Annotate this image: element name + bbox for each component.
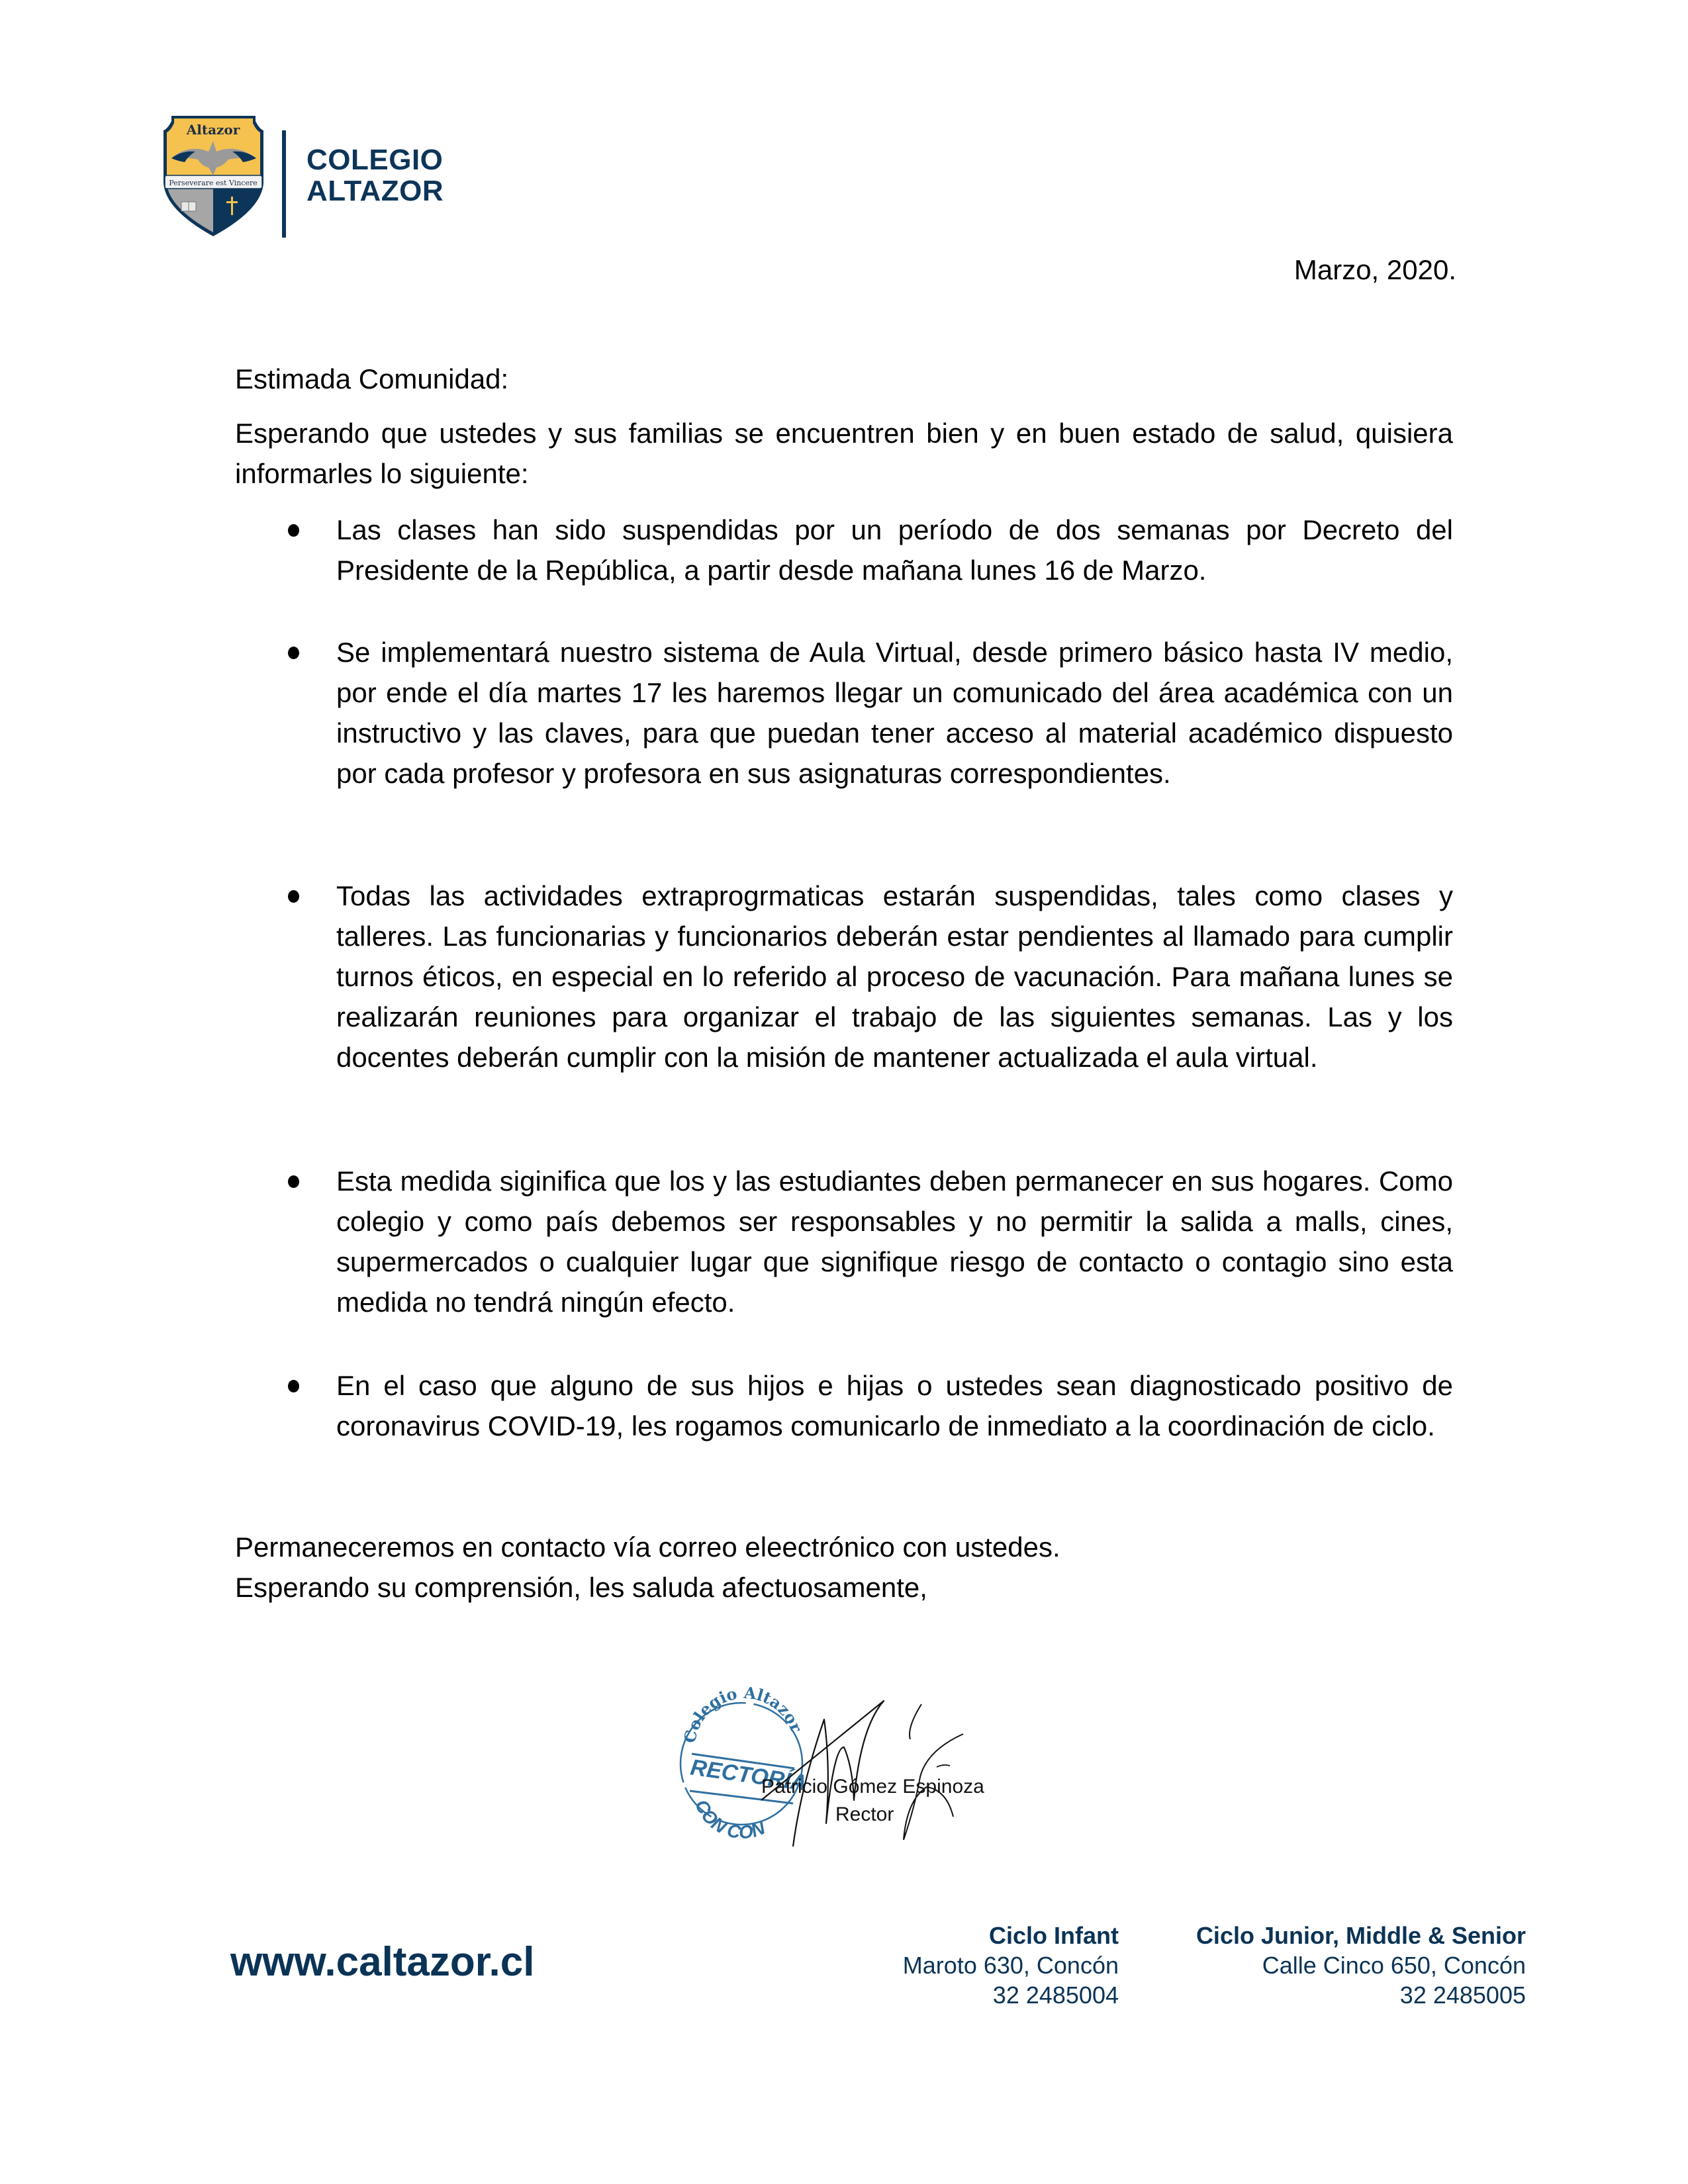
school-name-line1: COLEGIO (306, 144, 444, 176)
stamp-top-text: Colegio Altazor (679, 1682, 806, 1745)
svg-text:Perseverare est Vincere: Perseverare est Vincere (169, 179, 258, 187)
bullet-text: Esta medida siginifica que los y las estudiantes deben permanecer en sus hogares. Como colegio y como país debemos ser responsables y no permitir la salida a malls, cines, supermercados o cualquier lugar que signifique riesgo de contacto o contagio sino esta medida no tendrá ningún efecto. (336, 1165, 1453, 1318)
stamp-bottom-text: CON CON (690, 1796, 768, 1843)
bullet-icon (288, 524, 299, 537)
svg-text:Altazor: Altazor (186, 122, 240, 138)
campus-address: Maroto 630, Concón (902, 1952, 1119, 1979)
logo-divider (282, 130, 286, 238)
stamp-center-text: RECTORÍA (688, 1754, 809, 1796)
svg-text:Colegio Altazor (680, 1683, 806, 1745)
school-name (306, 144, 444, 206)
closing-line-2: Esperando su comprensión, les saluda afectuosamente, (235, 1572, 927, 1603)
bullet-icon (288, 890, 299, 903)
signatory-role: Rector (835, 1803, 894, 1825)
campus-heading: Ciclo Infant (989, 1922, 1119, 1949)
bullet-icon (288, 1175, 299, 1188)
salutation: Estimada Comunidad: (235, 363, 509, 394)
campus-heading: Ciclo Junior, Middle & Senior (1196, 1922, 1526, 1949)
bullet-text: Todas las actividades extraprogrmaticas estarán suspendidas, tales como clases y talleres. Las funcionarias y funcionarios deberán estar pendientes al llamado para cumplir turnos éticos, en especial en lo referido al proceso de vacunación. Para mañana lunes se realizarán reuniones para organizar el trabajo de las siguientes semanas. Las y los docentes deberán cumplir con la misión de mantener actualizada el aula virtual. (336, 880, 1453, 1073)
school-crest-logo (162, 111, 265, 238)
signatory-name: Patricio Gómez Espinoza (761, 1776, 984, 1797)
campus-phone: 32 2485005 (1399, 1981, 1526, 2009)
closing-line-1: Permaneceremos en contacto vía correo eleectrónico con ustedes. (235, 1531, 1060, 1563)
bullet-icon (288, 647, 299, 659)
bullet-text: Las clases han sido suspendidas por un período de dos semanas por Decreto del Presidente de la República, a partir desde mañana lunes 16 de Marzo. (336, 514, 1453, 586)
website-link[interactable]: www.caltazor.cl (230, 1939, 535, 1985)
shield-icon (162, 111, 265, 238)
campus-address: Calle Cinco 650, Concón (1262, 1952, 1526, 1979)
bullet-text: En el caso que alguno de sus hijos e hijas o ustedes sean diagnosticado positivo de coronavirus COVID-19, les rogamos comunicarlo de inmediato a la coordinación de ciclo. (336, 1370, 1453, 1441)
bullet-text: Se implementará nuestro sistema de Aula Virtual, desde primero básico hasta IV medio, por ende el día martes 17 les haremos llegar un comunicado del área académica con un instructivo y las claves, para que puedan tener acceso al material académico dispuesto por cada profesor y profesora en sus asignaturas correspondientes. (336, 637, 1453, 789)
bullet-icon (288, 1380, 299, 1392)
letter-date: Marzo, 2020. (1293, 254, 1456, 285)
svg-text:CON CON (691, 1797, 769, 1843)
campus-junior-middle-senior (1062, 1921, 1526, 2010)
intro-paragraph: Esperando que ustedes y sus familias se encuentren bien y en buen estado de salud, quisiera informarles lo siguiente: (235, 418, 1453, 489)
campus-phone: 32 2485004 (992, 1981, 1119, 2009)
school-name-line2: ALTAZOR (306, 175, 444, 207)
